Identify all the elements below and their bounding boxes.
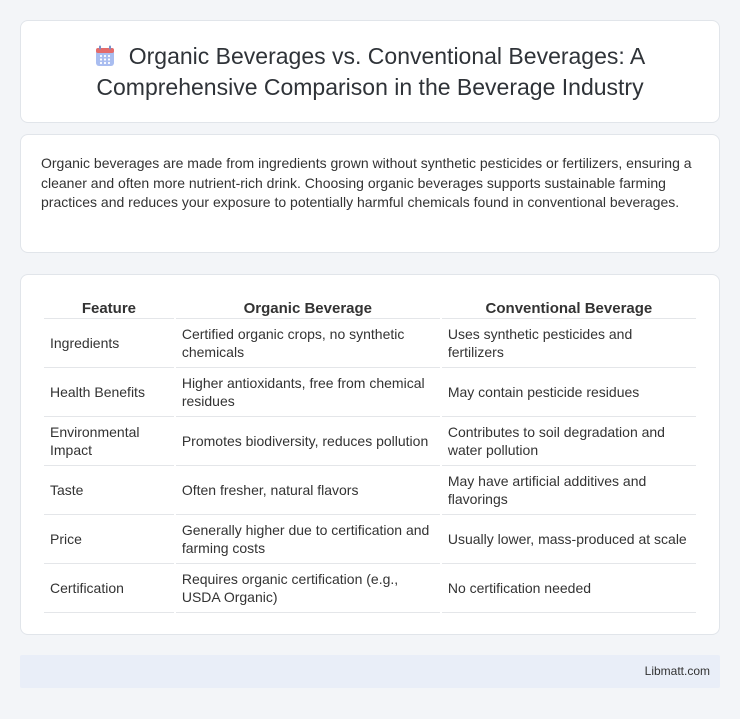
organic-cell: Higher antioxidants, free from chemical residues xyxy=(176,368,440,417)
calendar-icon xyxy=(95,45,115,67)
footer-bar xyxy=(20,655,720,688)
feature-cell: Price xyxy=(44,515,174,564)
header-feature: Feature xyxy=(44,295,174,319)
organic-cell: Requires organic certification (e.g., USDA Organic) xyxy=(176,564,440,613)
feature-cell: Taste xyxy=(44,466,174,515)
title-card xyxy=(20,20,720,123)
conventional-cell: No certification needed xyxy=(442,564,696,613)
organic-cell: Promotes biodiversity, reduces pollution xyxy=(176,417,440,466)
header-conventional: Conventional Beverage xyxy=(442,295,696,319)
page-title xyxy=(60,41,680,103)
comparison-table xyxy=(42,295,698,613)
page-title-text: Organic Beverages vs. Conventional Beverages: A Comprehensive Comparison in the Beverage Industry xyxy=(96,42,646,100)
footer-brand-link[interactable]: Libmatt.com xyxy=(644,664,710,678)
table-row xyxy=(44,515,696,564)
feature-cell: Ingredients xyxy=(44,319,174,368)
header-organic: Organic Beverage xyxy=(176,295,440,319)
conventional-cell: Contributes to soil degradation and water pollution xyxy=(442,417,696,466)
conventional-cell: Usually lower, mass-produced at scale xyxy=(442,515,696,564)
organic-cell: Generally higher due to certification and farming costs xyxy=(176,515,440,564)
conventional-cell: May contain pesticide residues xyxy=(442,368,696,417)
feature-cell: Environmental Impact xyxy=(44,417,174,466)
comparison-card xyxy=(20,274,720,635)
intro-paragraph: Organic beverages are made from ingredients grown without synthetic pesticides or fertilizers, ensuring a cleaner and often more nutrient-rich drink. Choosing organic beverages supports sustainable farming practices and reduces your exposure to potentially harmful chemicals found in conventional beverages. xyxy=(41,155,692,210)
conventional-cell: Uses synthetic pesticides and fertilizers xyxy=(442,319,696,368)
table-row xyxy=(44,319,696,368)
table-header-row xyxy=(44,295,696,319)
table-row xyxy=(44,417,696,466)
table-row xyxy=(44,368,696,417)
table-row xyxy=(44,564,696,613)
organic-cell: Often fresher, natural flavors xyxy=(176,466,440,515)
organic-cell: Certified organic crops, no synthetic chemicals xyxy=(176,319,440,368)
feature-cell: Certification xyxy=(44,564,174,613)
conventional-cell: May have artificial additives and flavorings xyxy=(442,466,696,515)
feature-cell: Health Benefits xyxy=(44,368,174,417)
intro-card xyxy=(20,134,720,253)
table-row xyxy=(44,466,696,515)
